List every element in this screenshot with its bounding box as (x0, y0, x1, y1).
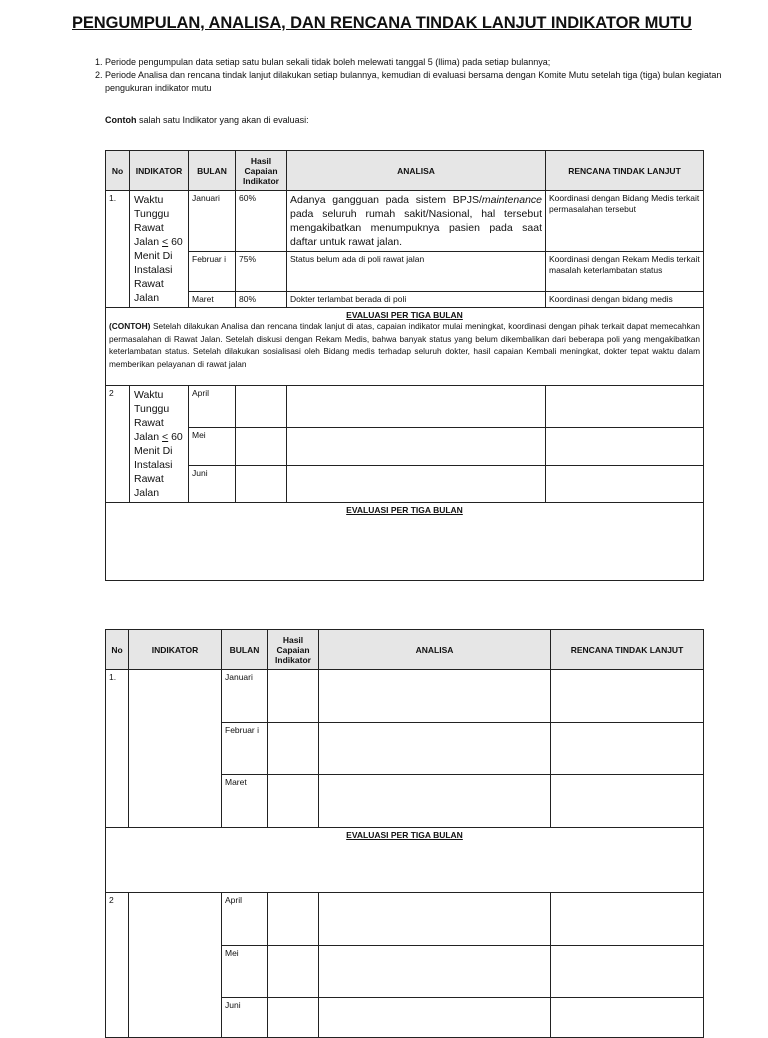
follow-up-cell: Koordinasi dengan Bidang Medis terkait permasalahan tersebut (546, 191, 704, 252)
evaluation-cell (106, 828, 704, 893)
month-cell: Januari (189, 191, 236, 252)
result-cell: 80% (236, 292, 287, 308)
month-cell: Mei (189, 427, 236, 466)
analysis-cell: Status belum ada di poli rawat jalan (287, 252, 546, 292)
follow-up-cell: Koordinasi dengan Rekam Medis terkait masalah keterlambatan status (546, 252, 704, 292)
analysis-cell (319, 893, 551, 946)
analysis-cell (287, 466, 546, 503)
follow-up-cell (551, 998, 704, 1038)
follow-up-cell: Koordinasi dengan bidang medis (546, 292, 704, 308)
evaluation-row (106, 503, 704, 581)
result-cell (268, 670, 319, 723)
indicator-name (129, 670, 222, 828)
header-indikator: INDIKATOR (129, 630, 222, 670)
evaluation-cell (106, 308, 704, 386)
header-rtl: RENCANA TINDAK LANJUT (546, 151, 704, 191)
result-cell: 60% (236, 191, 287, 252)
evaluation-row (106, 308, 704, 386)
header-hasil: Hasil Capaian Indikator (236, 151, 287, 191)
result-cell (268, 775, 319, 828)
analysis-cell (287, 427, 546, 466)
table-row (106, 386, 704, 428)
header-indikator: INDIKATOR (130, 151, 189, 191)
evaluation-cell (106, 503, 704, 581)
table-row (106, 466, 704, 503)
table-row (106, 252, 704, 292)
header-bulan: BULAN (189, 151, 236, 191)
evaluation-heading: EVALUASI PER TIGA BULAN (346, 830, 463, 840)
evaluation-heading: EVALUASI PER TIGA BULAN (346, 310, 463, 320)
table-row (106, 893, 704, 946)
evaluation-row (106, 828, 704, 893)
follow-up-cell (551, 723, 704, 775)
analysis-cell: Adanya gangguan pada sistem BPJS/maintenance pada seluruh rumah sakit/Nasional, hal tersebut mengakibatkan menumpuknya pasien pada saat daftar untuk rawat jalan. (287, 191, 546, 252)
analysis-cell (319, 998, 551, 1038)
header-row (106, 630, 704, 670)
month-cell: Februar i (222, 723, 268, 775)
example-intro-bold: Contoh (105, 115, 137, 125)
result-cell: 75% (236, 252, 287, 292)
header-hasil: Hasil Capaian Indikator (268, 630, 319, 670)
result-cell (268, 893, 319, 946)
row-number: 1. (106, 191, 130, 308)
example-intro-text: salah satu Indikator yang akan di evaluasi: (136, 115, 309, 125)
page-title: PENGUMPULAN, ANALISA, DAN RENCANA TINDAK LANJUT INDIKATOR MUTU (72, 14, 692, 32)
header-bulan: BULAN (222, 630, 268, 670)
header-no: No (106, 630, 129, 670)
result-cell (236, 386, 287, 428)
analysis-cell (319, 670, 551, 723)
table-row (106, 427, 704, 466)
table-row (106, 191, 704, 252)
analysis-cell: Dokter terlambat berada di poli (287, 292, 546, 308)
header-row (106, 151, 704, 191)
month-cell: Maret (222, 775, 268, 828)
follow-up-cell (551, 893, 704, 946)
follow-up-cell (551, 775, 704, 828)
header-analisa: ANALISA (287, 151, 546, 191)
result-cell (268, 998, 319, 1038)
result-cell (236, 466, 287, 503)
indicator-name: Waktu Tunggu Rawat Jalan < 60 Menit Di Instalasi Rawat Jalan (130, 191, 189, 308)
header-analisa: ANALISA (319, 630, 551, 670)
month-cell: Februar i (189, 252, 236, 292)
month-cell: Maret (189, 292, 236, 308)
row-number: 2 (106, 386, 130, 503)
indicator-name: Waktu Tunggu Rawat Jalan < 60 Menit Di Instalasi Rawat Jalan (130, 386, 189, 503)
evaluation-heading: EVALUASI PER TIGA BULAN (346, 505, 463, 515)
header-rtl: RENCANA TINDAK LANJUT (551, 630, 704, 670)
analysis-cell (319, 946, 551, 998)
row-number: 2 (106, 893, 129, 1038)
follow-up-cell (551, 670, 704, 723)
analysis-cell (319, 723, 551, 775)
table-row (106, 292, 704, 308)
blank-indicator-table (105, 629, 704, 1038)
result-cell (268, 946, 319, 998)
analysis-cell (287, 386, 546, 428)
analysis-cell (319, 775, 551, 828)
month-cell: Mei (222, 946, 268, 998)
result-cell (268, 723, 319, 775)
example-indicator-table (105, 150, 704, 581)
month-cell: Juni (222, 998, 268, 1038)
follow-up-cell (551, 946, 704, 998)
indicator-name (129, 893, 222, 1038)
note-item: 2. Periode Analisa dan rencana tindak lanjut dilakukan setiap bulannya, kemudian di evaluasi bersama dengan Komite Mutu setelah tiga (tiga) bulan kegiatan pengukuran indikator mutu (105, 69, 725, 95)
follow-up-cell (546, 427, 704, 466)
table-row (106, 670, 704, 723)
month-cell: Juni (189, 466, 236, 503)
header-no: No (106, 151, 130, 191)
month-cell: April (222, 893, 268, 946)
result-cell (236, 427, 287, 466)
notes-list (86, 56, 725, 95)
example-intro (105, 115, 309, 125)
month-cell: Januari (222, 670, 268, 723)
month-cell: April (189, 386, 236, 428)
note-item: 1. Periode pengumpulan data setiap satu bulan sekali tidak boleh melewati tanggal 5 (llima) pada setiap bulannya; (105, 56, 725, 69)
evaluation-text: (CONTOH) Setelah dilakukan Analisa dan rencana tindak lanjut di atas, capaian indikator mulai meningkat, koordinasi dengan pihak terkait dapat memecahkan permasalahan di Rawat Jalan. Setelah diskusi dengan Rekam Medis, bahwa banyak status yang belum dikembalikan dari beberapa poli yang mengakibatkan keterlambatan status. Setelah dilakukan sosialisasi oleh Bidang medis terhadap seluruh dokter, hasil capaian Kembali meningkat, dokter tepat waktu dalam memberikan pelayanan di rawat jalan (109, 321, 700, 369)
follow-up-cell (546, 386, 704, 428)
row-number: 1. (106, 670, 129, 828)
follow-up-cell (546, 466, 704, 503)
